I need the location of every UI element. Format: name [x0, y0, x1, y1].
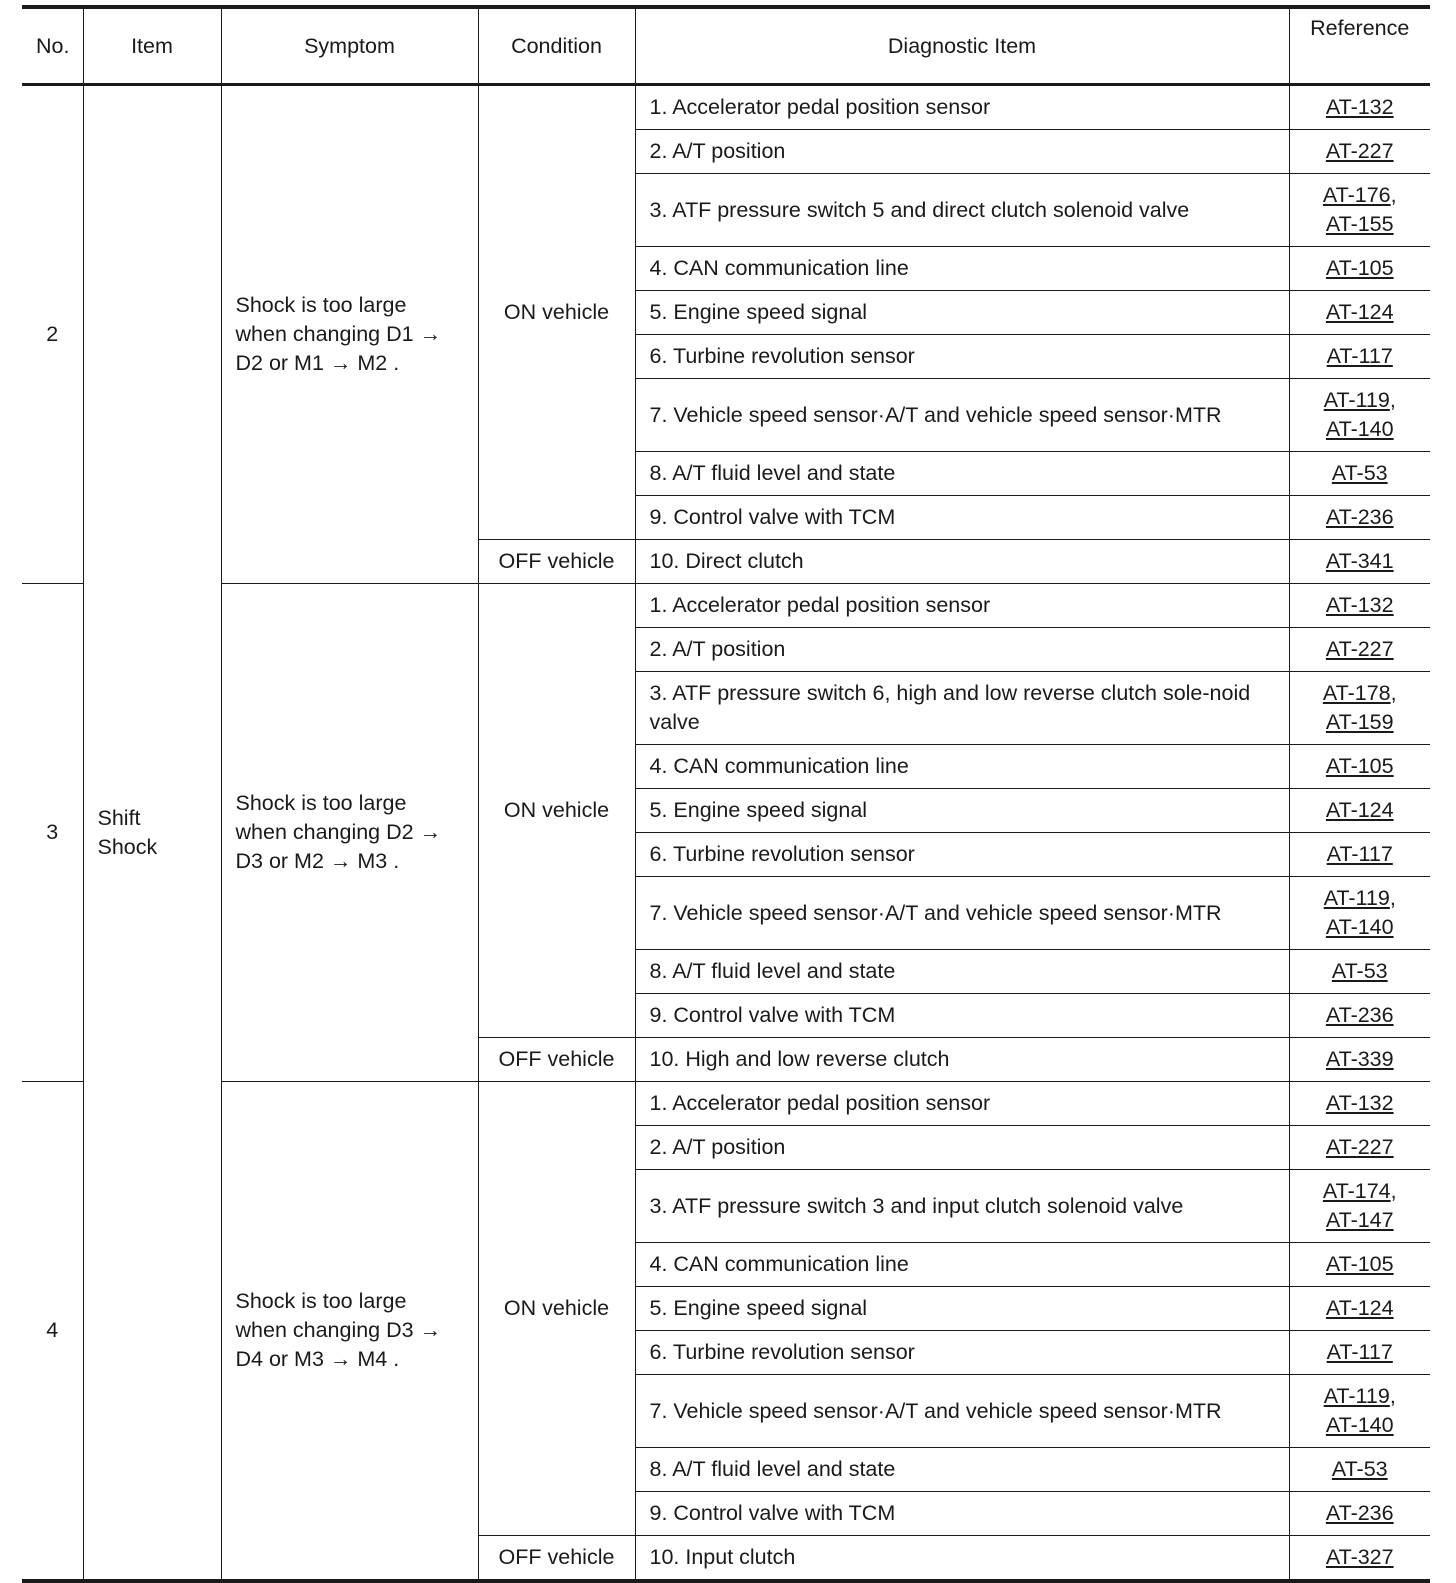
- diagnostic-item: 8. A/T fluid level and state: [635, 452, 1289, 496]
- reference-cell: AT-119, AT-140: [1289, 379, 1430, 452]
- header-condition: Condition: [478, 7, 635, 85]
- reference-link[interactable]: AT-53: [1331, 1457, 1388, 1481]
- reference-cell: [1289, 247, 1430, 291]
- reference-link[interactable]: AT-174: [1322, 1179, 1391, 1203]
- reference-cell: [1289, 1126, 1430, 1170]
- diagnostic-item: 7. Vehicle speed sensor·A/T and vehicle speed sensor·MTR: [635, 1375, 1289, 1448]
- reference-cell: [1289, 950, 1430, 994]
- header-no: No.: [22, 7, 83, 85]
- diagnostic-item: 10. Input clutch: [635, 1536, 1289, 1582]
- diagnostic-item: 10. Direct clutch: [635, 540, 1289, 584]
- reference-link[interactable]: AT-341: [1325, 549, 1394, 573]
- diagnostic-item: 9. Control valve with TCM: [635, 1492, 1289, 1536]
- condition-on-vehicle: ON vehicle: [478, 584, 635, 1038]
- diagnostic-item: 4. CAN communication line: [635, 247, 1289, 291]
- diagnostic-item: 6. Turbine revolution sensor: [635, 335, 1289, 379]
- reference-link[interactable]: AT-155: [1325, 212, 1394, 236]
- condition-on-vehicle: ON vehicle: [478, 1082, 635, 1536]
- reference-link[interactable]: AT-124: [1325, 300, 1394, 324]
- reference-link[interactable]: AT-119: [1323, 886, 1390, 910]
- table-row: [22, 584, 1430, 628]
- diagnostic-item: 10. High and low reverse clutch: [635, 1038, 1289, 1082]
- reference-cell: [1289, 1448, 1430, 1492]
- reference-link[interactable]: AT-124: [1325, 1296, 1394, 1320]
- reference-cell: AT-176, AT-155: [1289, 174, 1430, 247]
- diagnostic-item: 6. Turbine revolution sensor: [635, 833, 1289, 877]
- row-number: 3: [22, 584, 83, 1082]
- reference-link[interactable]: AT-117: [1326, 344, 1393, 368]
- diagnostic-item: 1. Accelerator pedal position sensor: [635, 1082, 1289, 1126]
- reference-link[interactable]: AT-105: [1325, 256, 1394, 280]
- diagnostic-item: 6. Turbine revolution sensor: [635, 1331, 1289, 1375]
- symptom-cell: [221, 584, 478, 1082]
- reference-cell: [1289, 1331, 1430, 1375]
- reference-link[interactable]: AT-227: [1325, 637, 1394, 661]
- reference-cell: [1289, 335, 1430, 379]
- reference-link[interactable]: AT-236: [1325, 1003, 1394, 1027]
- reference-link[interactable]: AT-119: [1323, 1384, 1390, 1408]
- symptom-line: Shock is too large: [235, 293, 407, 317]
- header-symptom: Symptom: [221, 7, 478, 85]
- reference-cell: AT-119, AT-140: [1289, 877, 1430, 950]
- reference-link[interactable]: AT-53: [1331, 461, 1388, 485]
- diagnostic-item: 8. A/T fluid level and state: [635, 950, 1289, 994]
- reference-cell: [1289, 1243, 1430, 1287]
- table-row: [22, 85, 1430, 130]
- reference-link[interactable]: AT-132: [1325, 1091, 1394, 1115]
- reference-link[interactable]: AT-178: [1322, 681, 1391, 705]
- diagnostic-item: 2. A/T position: [635, 1126, 1289, 1170]
- reference-cell: [1289, 1492, 1430, 1536]
- reference-cell: AT-174, AT-147: [1289, 1170, 1430, 1243]
- reference-cell: AT-119, AT-140: [1289, 1375, 1430, 1448]
- diagnostic-item: 8. A/T fluid level and state: [635, 1448, 1289, 1492]
- condition-off-vehicle: OFF vehicle: [478, 540, 635, 584]
- diagnostic-item: 4. CAN communication line: [635, 1243, 1289, 1287]
- row-number: 4: [22, 1082, 83, 1582]
- reference-cell: [1289, 628, 1430, 672]
- item-label-line: Shock: [97, 834, 158, 859]
- reference-cell: [1289, 745, 1430, 789]
- symptom-line: when changing D3 →: [235, 1318, 442, 1342]
- symptom-line: Shock is too large: [235, 791, 407, 815]
- reference-cell: AT-178, AT-159: [1289, 672, 1430, 745]
- reference-link[interactable]: AT-236: [1325, 1501, 1394, 1525]
- reference-link[interactable]: AT-339: [1325, 1047, 1394, 1071]
- reference-link[interactable]: AT-140: [1325, 915, 1394, 939]
- reference-cell: [1289, 584, 1430, 628]
- table-row: [22, 1082, 1430, 1126]
- item-label-line: Shift: [97, 805, 141, 830]
- item-cell: [83, 85, 221, 1582]
- diagnostic-item: 7. Vehicle speed sensor·A/T and vehicle speed sensor·MTR: [635, 877, 1289, 950]
- symptom-cell: [221, 85, 478, 584]
- reference-link[interactable]: AT-140: [1325, 417, 1394, 441]
- reference-link[interactable]: AT-117: [1326, 842, 1393, 866]
- reference-link[interactable]: AT-147: [1325, 1208, 1394, 1232]
- reference-cell: [1289, 1536, 1430, 1582]
- reference-link[interactable]: AT-117: [1326, 1340, 1393, 1364]
- diagnostic-item: 3. ATF pressure switch 5 and direct clutch solenoid valve: [635, 174, 1289, 247]
- header-reference: Reference: [1289, 7, 1430, 85]
- reference-link[interactable]: AT-132: [1325, 95, 1394, 119]
- row-number: 2: [22, 85, 83, 584]
- reference-link[interactable]: AT-236: [1325, 505, 1394, 529]
- reference-link[interactable]: AT-119: [1323, 388, 1390, 412]
- condition-on-vehicle: ON vehicle: [478, 85, 635, 540]
- symptom-line: D4 or M3 → M4 .: [235, 1347, 400, 1371]
- diagnostic-item: 7. Vehicle speed sensor·A/T and vehicle speed sensor·MTR: [635, 379, 1289, 452]
- reference-link[interactable]: AT-105: [1325, 1252, 1394, 1276]
- reference-link[interactable]: AT-159: [1325, 710, 1394, 734]
- diagnostic-item: 5. Engine speed signal: [635, 789, 1289, 833]
- diagnostic-item: 3. ATF pressure switch 6, high and low reverse clutch sole-noid valve: [635, 672, 1289, 745]
- symptom-cell: [221, 1082, 478, 1582]
- symptom-line: Shock is too large: [235, 1289, 407, 1313]
- header-diagnostic-item: Diagnostic Item: [635, 7, 1289, 85]
- header-item: Item: [83, 7, 221, 85]
- reference-cell: [1289, 452, 1430, 496]
- diagnostic-item: 5. Engine speed signal: [635, 291, 1289, 335]
- reference-cell: [1289, 496, 1430, 540]
- diagnostic-item: 4. CAN communication line: [635, 745, 1289, 789]
- reference-cell: [1289, 1038, 1430, 1082]
- reference-cell: [1289, 994, 1430, 1038]
- diagnostic-item: 5. Engine speed signal: [635, 1287, 1289, 1331]
- reference-link[interactable]: AT-124: [1325, 798, 1394, 822]
- condition-off-vehicle: OFF vehicle: [478, 1536, 635, 1582]
- symptom-line: when changing D1 →: [235, 322, 442, 346]
- diagnostic-item: 2. A/T position: [635, 628, 1289, 672]
- diagnostic-item: 1. Accelerator pedal position sensor: [635, 584, 1289, 628]
- reference-link[interactable]: AT-140: [1325, 1413, 1394, 1437]
- diagnosis-table: [22, 5, 1430, 1583]
- condition-off-vehicle: OFF vehicle: [478, 1038, 635, 1082]
- reference-link[interactable]: AT-176: [1322, 183, 1391, 207]
- reference-cell: [1289, 540, 1430, 584]
- reference-cell: [1289, 85, 1430, 130]
- symptom-line: D2 or M1 → M2 .: [235, 351, 400, 375]
- reference-cell: [1289, 130, 1430, 174]
- reference-cell: [1289, 789, 1430, 833]
- reference-cell: [1289, 1082, 1430, 1126]
- diagnostic-item: 9. Control valve with TCM: [635, 496, 1289, 540]
- reference-cell: [1289, 291, 1430, 335]
- diagnostic-item: 3. ATF pressure switch 3 and input clutch solenoid valve: [635, 1170, 1289, 1243]
- diagnostic-item: 9. Control valve with TCM: [635, 994, 1289, 1038]
- diagnostic-item: 1. Accelerator pedal position sensor: [635, 85, 1289, 130]
- reference-link[interactable]: AT-327: [1325, 1545, 1394, 1569]
- reference-link[interactable]: AT-227: [1325, 139, 1394, 163]
- reference-link[interactable]: AT-227: [1325, 1135, 1394, 1159]
- diagnostic-item: 2. A/T position: [635, 130, 1289, 174]
- symptom-line: D3 or M2 → M3 .: [235, 849, 400, 873]
- symptom-line: when changing D2 →: [235, 820, 442, 844]
- reference-cell: [1289, 1287, 1430, 1331]
- reference-cell: [1289, 833, 1430, 877]
- reference-link[interactable]: AT-105: [1325, 754, 1394, 778]
- reference-link[interactable]: AT-53: [1331, 959, 1388, 983]
- reference-link[interactable]: AT-132: [1325, 593, 1394, 617]
- header-row: [22, 7, 1430, 85]
